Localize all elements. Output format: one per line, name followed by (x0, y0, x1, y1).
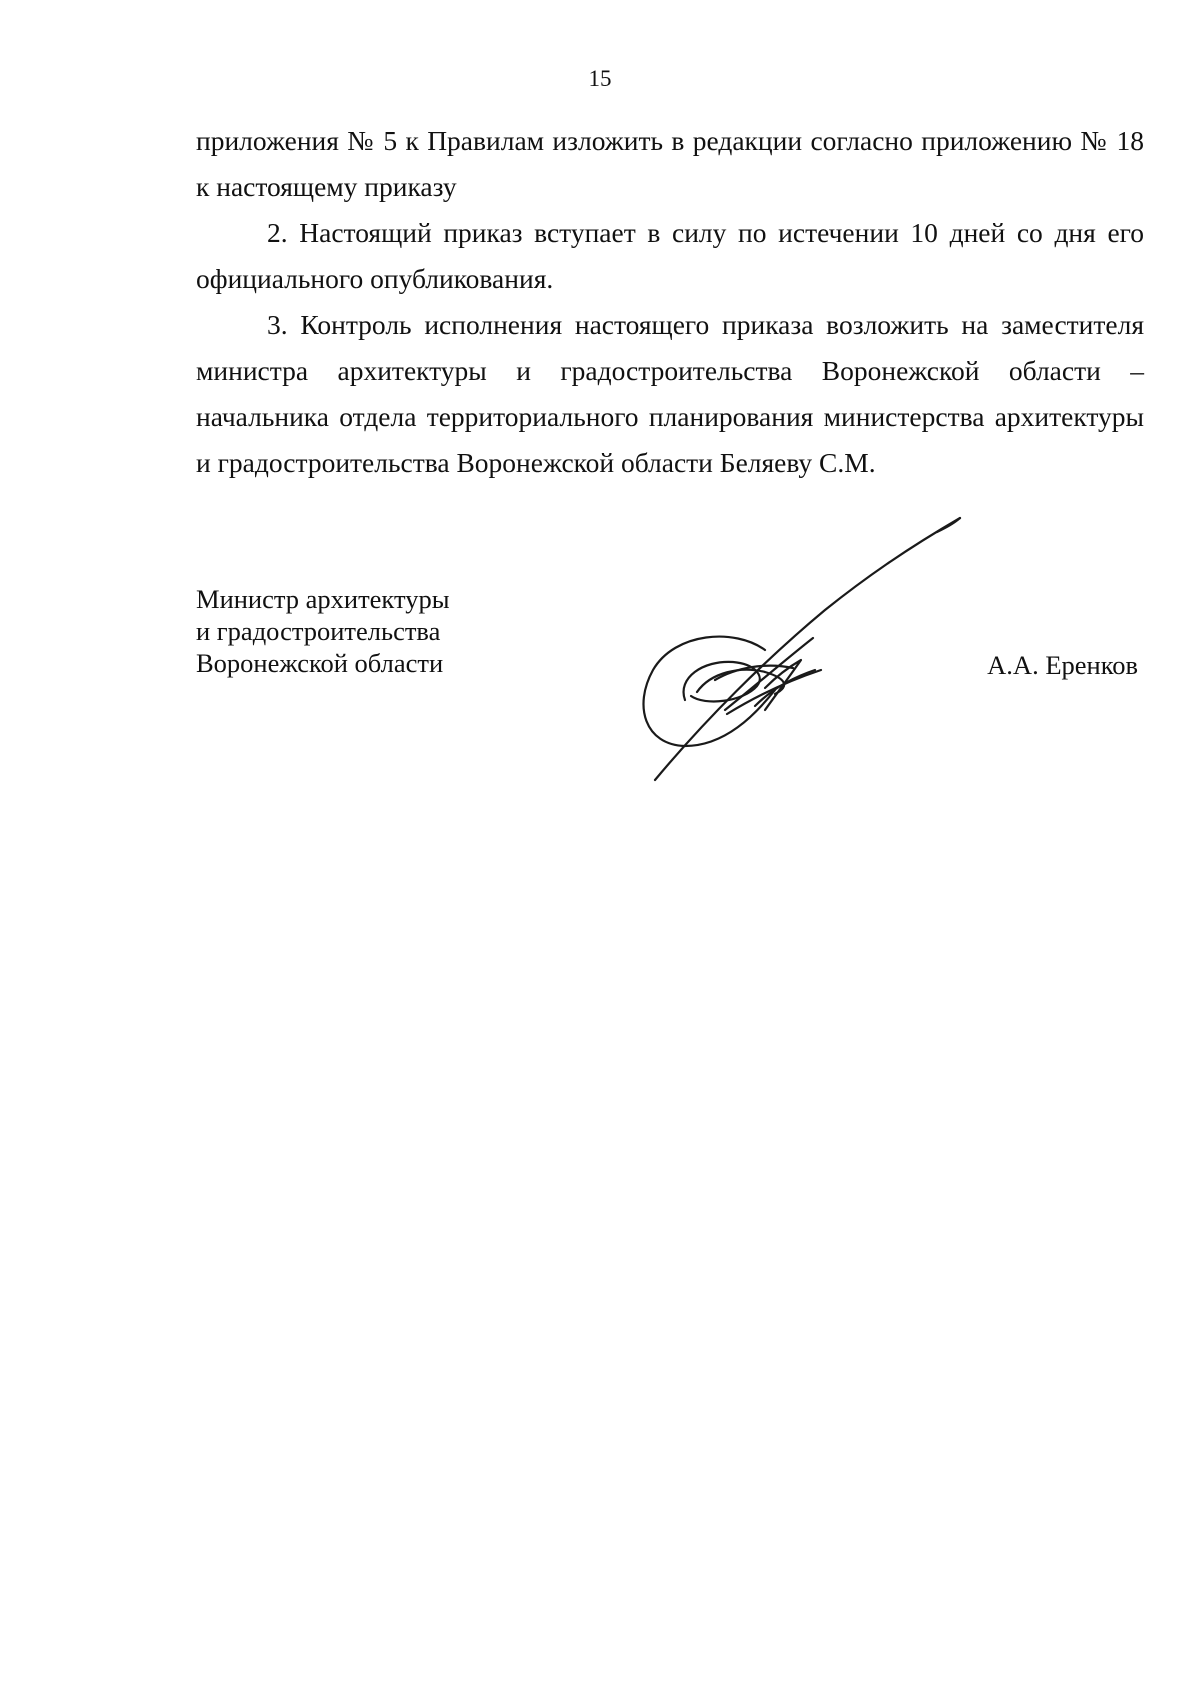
paragraph-2: 2. Настоящий приказ вступает в силу по истечении 10 дней со дня его официального опубликования. (196, 217, 1144, 294)
signatory-position (196, 583, 450, 679)
signatory-name: А.А. Еренков (987, 650, 1138, 680)
document-body (196, 118, 1144, 486)
position-line-1: Министр архитектуры (196, 584, 450, 614)
position-line-2: и градостроительства (196, 616, 441, 646)
handwritten-signature (615, 510, 995, 790)
paragraph-continuation: приложения № 5 к Правилам изложить в редакции согласно приложению № 18 к настоящему приказу (196, 125, 1144, 202)
page-number: 15 (588, 66, 612, 91)
paragraph-3: 3. Контроль исполнения настоящего приказа возложить на заместителя министра архитектуры и градостроительства Воронежской области – начальника отдела территориального планирования министерства архитектуры и градостроительства Воронежской области Беляеву С.М. (196, 309, 1144, 478)
position-line-3: Воронежской области (196, 648, 444, 678)
